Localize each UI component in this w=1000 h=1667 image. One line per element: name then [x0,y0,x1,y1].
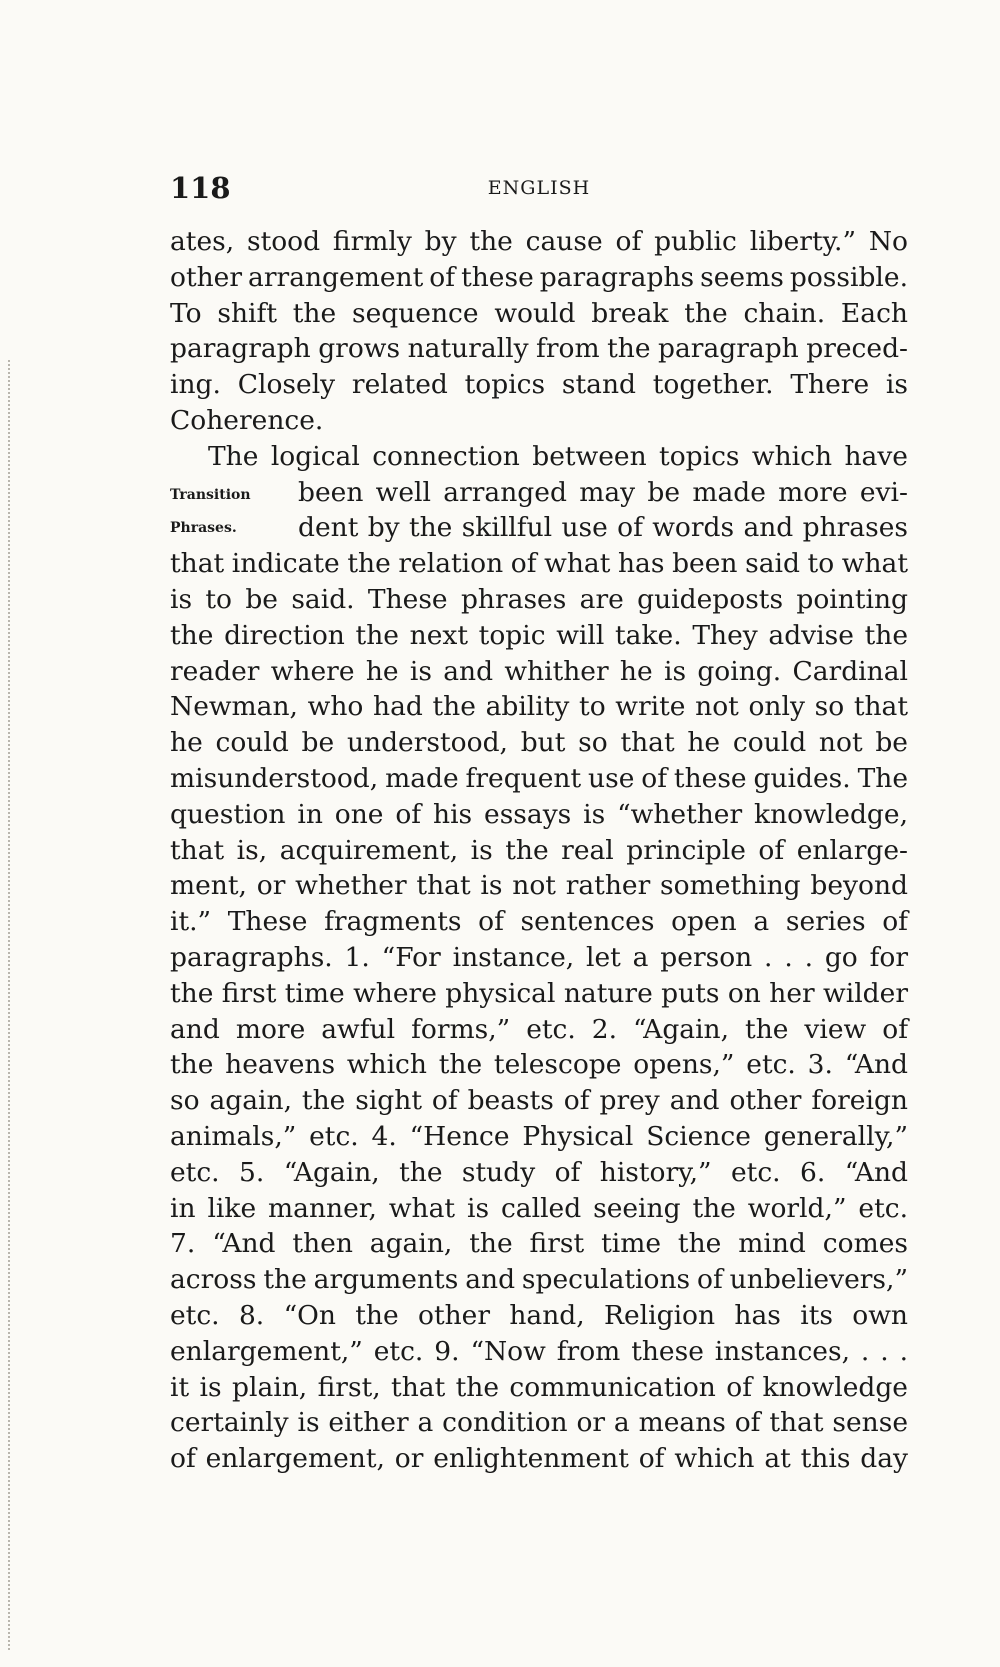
body-text [170,224,908,1477]
text-line: Coherence. [170,404,324,436]
page-edge-dots [8,360,10,1650]
running-head: ENGLISH [487,177,591,199]
text-line: Newman, who had the ability to write not only so that [170,691,908,723]
paragraph-transition-phrases [170,439,908,1477]
text-line: ates, stood firmly by the cause of public liberty.” No [170,226,908,257]
text-line: other arrangement of these paragraphs seems possible. [170,261,908,293]
text-line-content: been well arranged may be made more evi- [298,476,908,508]
text-line: the heavens which the telescope opens,” etc. 3. “And [170,1049,908,1081]
text-line: etc. 8. “On the other hand, Religion has its own [170,1299,908,1331]
text-line: certainly is either a condition or a means of that sense [170,1407,908,1439]
text-line: 7. “And then again, the first time the mind comes [170,1228,908,1260]
text-line: ment, or whether that is not rather something beyond [170,870,908,902]
text-line: and more awful forms,” etc. 2. “Again, the view of [170,1013,908,1045]
text-line: ing. Closely related topics stand together. There is [170,369,908,401]
text-line-content: dent by the skillful use of words and phrases [298,512,908,544]
text-line: etc. 5. “Again, the study of history,” etc. 6. “And [170,1156,908,1188]
text-line: paragraphs. 1. “For instance, let a person . . . go for [170,941,908,973]
margin-note-phrases: Phrases. [170,520,237,537]
text-line: across the arguments and speculations of unbelievers,” [170,1264,908,1296]
text-line: that is, acquirement, is the real principle of enlarge- [170,834,908,866]
text-line: the first time where physical nature puts on her wilder [170,977,908,1009]
text-line: that indicate the relation of what has been said to what [170,548,908,580]
text-line: he could be understood, but so that he could not be [170,727,908,759]
text-line: of enlargement, or enlightenment of which at this day [170,1443,908,1475]
page-number: 118 [170,171,231,205]
text-line-with-margin-note [170,510,908,546]
text-line: is to be said. These phrases are guideposts pointing [170,583,908,615]
text-line: The logical connection between topics which have [208,440,908,472]
text-line: it.” These fragments of sentences open a series of [170,906,908,938]
margin-note-transition: Transition [170,486,251,503]
text-line: enlargement,” etc. 9. “Now from these instances, . . . [170,1335,908,1367]
text-line: in like manner, what is called seeing the world,” etc. [170,1192,908,1224]
page-header [170,168,908,208]
text-line: paragraph grows naturally from the paragraph preced- [170,333,908,365]
text-line: To shift the sequence would break the chain. Each [170,297,908,329]
text-line-with-margin-note [170,475,908,511]
text-line: so again, the sight of beasts of prey and other foreign [170,1085,908,1117]
text-line: animals,” etc. 4. “Hence Physical Science generally,” [170,1120,908,1152]
text-line: question in one of his essays is “whether knowledge, [170,798,908,830]
paragraph-coherence [170,224,908,439]
text-line: the direction the next topic will take. They advise the [170,619,908,651]
text-line: reader where he is and whither he is going. Cardinal [170,655,908,687]
text-line: it is plain, first, that the communication of knowledge [170,1371,908,1403]
text-line: misunderstood, made frequent use of these guides. The [170,762,908,794]
